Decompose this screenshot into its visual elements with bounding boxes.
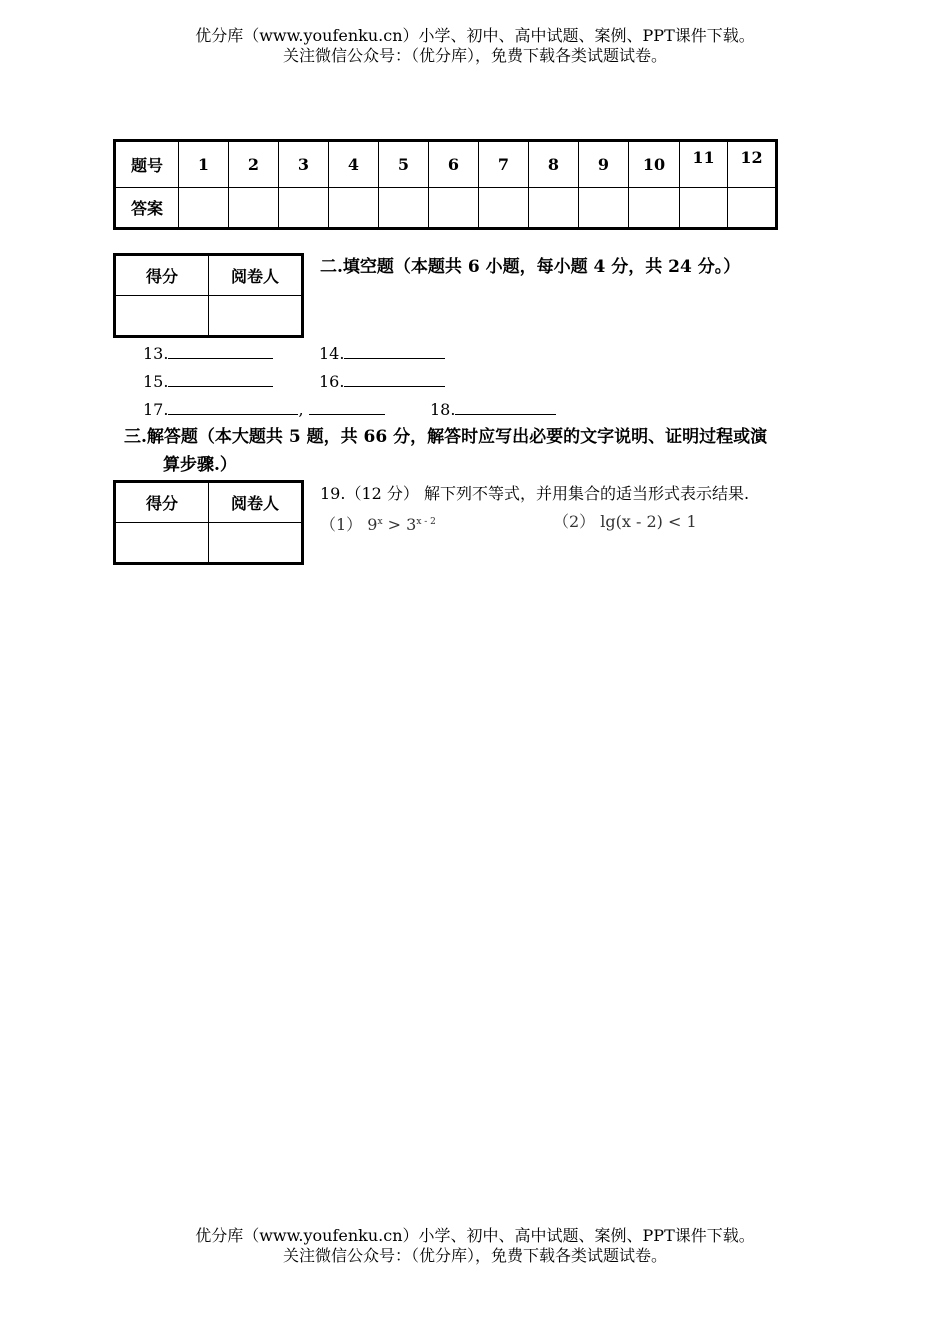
question-number-cell: 10 — [629, 141, 680, 188]
blank-13-line[interactable] — [168, 342, 273, 359]
answer-cell[interactable] — [429, 188, 479, 229]
answer-cell[interactable] — [179, 188, 229, 229]
part-1-label: （1） — [320, 515, 363, 534]
blank-17-line-b[interactable] — [309, 398, 385, 415]
blank-17-line-a[interactable] — [168, 398, 298, 415]
answer-table — [113, 139, 778, 230]
footer-line-1: 优分库（www.youfenku.cn）小学、初中、高中试题、案例、PPT课件下载。 — [195, 1226, 755, 1245]
header-line-2: 关注微信公众号：（优分库），免费下载各类试题试卷。 — [282, 46, 667, 65]
score-box-section-2 — [113, 253, 304, 338]
answer-cell[interactable] — [680, 188, 728, 229]
row-label-question-number: 题号 — [115, 141, 179, 188]
question-19-part-1 — [320, 511, 436, 536]
answer-cell[interactable] — [728, 188, 777, 229]
blank-18-line[interactable] — [455, 398, 556, 415]
section-3-title-line-2: 算步骤.） — [163, 455, 237, 475]
blank-14-label: 14. — [319, 344, 345, 363]
question-number-cell: 3 — [279, 141, 329, 188]
blank-17-label: 17. — [143, 400, 169, 419]
blank-18 — [430, 398, 556, 420]
blank-16-line[interactable] — [344, 370, 445, 387]
answer-table-answer-row — [115, 188, 777, 229]
question-number-cell: 7 — [479, 141, 529, 188]
blank-17 — [143, 398, 385, 420]
blank-16-label: 16. — [319, 372, 345, 391]
row-label-answer: 答案 — [115, 188, 179, 229]
question-number-cell: 8 — [529, 141, 579, 188]
question-number-cell: 1 — [179, 141, 229, 188]
grader-label: 阅卷人 — [209, 482, 303, 523]
question-number-cell: 2 — [229, 141, 279, 188]
answer-table-number-row — [115, 141, 777, 188]
answer-cell[interactable] — [379, 188, 429, 229]
blank-16 — [319, 370, 445, 392]
blank-13-label: 13. — [143, 344, 169, 363]
section-3-title-line-1: 三.解答题（本大题共 5 题，共 66 分，解答时应写出必要的文字说明、证明过程或演 — [124, 427, 768, 447]
header-line-1: 优分库（www.youfenku.cn）小学、初中、高中试题、案例、PPT课件下载。 — [195, 26, 755, 45]
answer-cell[interactable] — [329, 188, 379, 229]
part-2-expression: lg(x - 2) < 1 — [600, 512, 697, 531]
answer-cell[interactable] — [629, 188, 680, 229]
answer-cell[interactable] — [479, 188, 529, 229]
answer-cell[interactable] — [279, 188, 329, 229]
blank-14 — [319, 342, 445, 364]
section-2-title: 二.填空题（本题共 6 小题，每小题 4 分，共 24 分。） — [320, 257, 741, 277]
question-number-cell: 4 — [329, 141, 379, 188]
blank-17-separator: , — [298, 400, 304, 419]
question-19-part-2 — [553, 511, 697, 533]
score-entry-cell[interactable] — [115, 296, 209, 337]
blank-14-line[interactable] — [344, 342, 445, 359]
question-number-cell: 9 — [579, 141, 629, 188]
score-label: 得分 — [115, 482, 209, 523]
question-number-cell: 6 — [429, 141, 479, 188]
blank-18-label: 18. — [430, 400, 456, 419]
score-entry-cell[interactable] — [115, 523, 209, 564]
blank-15 — [143, 370, 273, 392]
score-box-question-19 — [113, 480, 304, 565]
score-label: 得分 — [115, 255, 209, 296]
grader-entry-cell[interactable] — [209, 296, 303, 337]
footer-line-2: 关注微信公众号：（优分库），免费下载各类试题试卷。 — [282, 1246, 667, 1265]
part-2-label: （2） — [553, 512, 596, 531]
grader-label: 阅卷人 — [209, 255, 303, 296]
question-number-cell: 11 — [680, 141, 728, 188]
question-number-cell: 12 — [728, 141, 777, 188]
blank-15-label: 15. — [143, 372, 169, 391]
answer-cell[interactable] — [579, 188, 629, 229]
answer-cell[interactable] — [229, 188, 279, 229]
question-number-cell: 5 — [379, 141, 429, 188]
blank-15-line[interactable] — [168, 370, 273, 387]
blank-13 — [143, 342, 273, 364]
question-19-stem: 19.（12 分） 解下列不等式，并用集合的适当形式表示结果. — [320, 484, 750, 503]
answer-cell[interactable] — [529, 188, 579, 229]
part-1-expression: $9^x > 3^{x - 2}$ — [367, 515, 436, 534]
grader-entry-cell[interactable] — [209, 523, 303, 564]
